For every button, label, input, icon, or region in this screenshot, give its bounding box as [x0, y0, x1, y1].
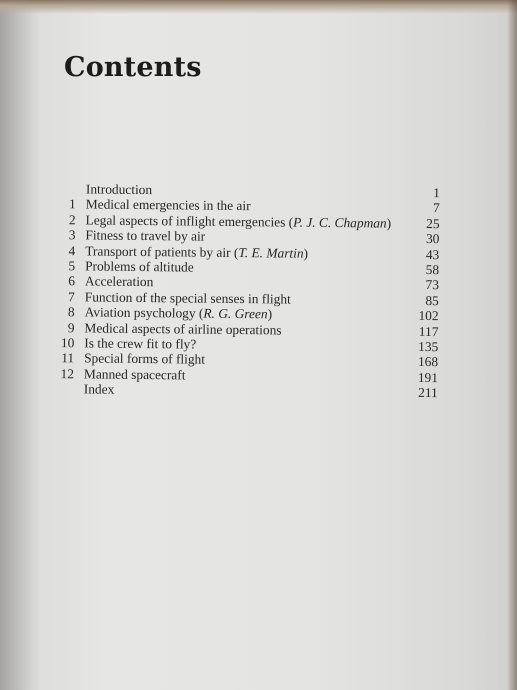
- chapter-title-text: Fitness to travel by air: [85, 227, 206, 244]
- chapter-number: 11: [61, 350, 75, 366]
- right-page-edge: [507, 0, 517, 690]
- chapter-title-text: Aviation psychology: [84, 304, 196, 321]
- chapter-number: 2: [68, 212, 76, 228]
- chapter-title: [84, 382, 115, 398]
- top-page-edge: [0, 0, 517, 14]
- chapter-title-text: Introduction: [85, 181, 153, 198]
- page-number: 117: [418, 323, 439, 339]
- chapter-title-text: Acceleration: [84, 273, 154, 290]
- toc-entry: [42, 381, 442, 401]
- chapter-number: 7: [68, 288, 75, 305]
- chapter-number: 12: [60, 365, 75, 382]
- chapter-number: 10: [60, 335, 75, 351]
- chapter-number: 9: [67, 319, 75, 335]
- chapter-title: [85, 228, 205, 245]
- page-number: 43: [425, 246, 440, 262]
- table-of-contents: [42, 181, 444, 401]
- chapter-author: R. G. Green: [203, 305, 268, 322]
- chapter-title: [86, 197, 251, 214]
- chapter-title-text: Special forms of flight: [84, 350, 206, 367]
- page-number: 168: [417, 354, 439, 370]
- page-number: 85: [425, 292, 439, 308]
- chapter-number: 8: [67, 304, 75, 320]
- chapter-title: Transport of patients by air (T. E. Martin): [85, 242, 309, 261]
- chapter-number: 5: [68, 258, 76, 274]
- chapter-title-text: Problems of altitude: [85, 258, 194, 275]
- chapter-author: P. J. C. Chapman: [293, 214, 387, 231]
- page-number: 30: [425, 231, 440, 247]
- chapter-title-text: Manned spacecraft: [83, 366, 186, 383]
- chapter-title-text: Medical emergencies in the air: [85, 196, 251, 214]
- spine-shadow: [0, 0, 40, 690]
- page-number: 25: [426, 215, 440, 231]
- chapter-number: 3: [68, 227, 76, 243]
- chapter-number: 4: [68, 242, 76, 258]
- page-number: 191: [417, 369, 439, 385]
- chapter-number: 6: [68, 273, 76, 289]
- chapter-title: Aviation psychology (R. G. Green): [84, 304, 273, 322]
- page-number: 102: [418, 308, 439, 324]
- chapter-number: 1: [68, 196, 76, 212]
- page-number: 1: [433, 185, 440, 201]
- page-number: 135: [418, 338, 439, 355]
- chapter-title: [84, 335, 196, 352]
- page-number: 7: [432, 200, 440, 216]
- chapter-title: [86, 181, 152, 197]
- chapter-title-text: Legal aspects of inflight emergencies: [85, 212, 286, 230]
- chapter-title: [85, 258, 194, 275]
- chapter-title-text: Index: [83, 381, 115, 397]
- chapter-title-text: Medical aspects of airline operations: [84, 319, 282, 338]
- page-number: 73: [425, 277, 440, 293]
- chapter-title: Legal aspects of inflight emergencies (P. J. C. Chapman): [85, 212, 392, 231]
- chapter-title-text: Is the crew fit to fly?: [84, 335, 197, 352]
- chapter-author: T. E. Martin: [238, 244, 304, 261]
- chapter-title-text: Function of the special senses in flight: [84, 289, 291, 307]
- chapter-title: [84, 366, 186, 382]
- page-number: 211: [418, 385, 438, 401]
- chapter-title: [84, 351, 205, 368]
- contents-heading: Contents: [64, 52, 202, 83]
- chapter-title-text: Transport of patients by air: [85, 242, 231, 260]
- page-number: 58: [425, 261, 440, 278]
- chapter-title: [85, 274, 154, 290]
